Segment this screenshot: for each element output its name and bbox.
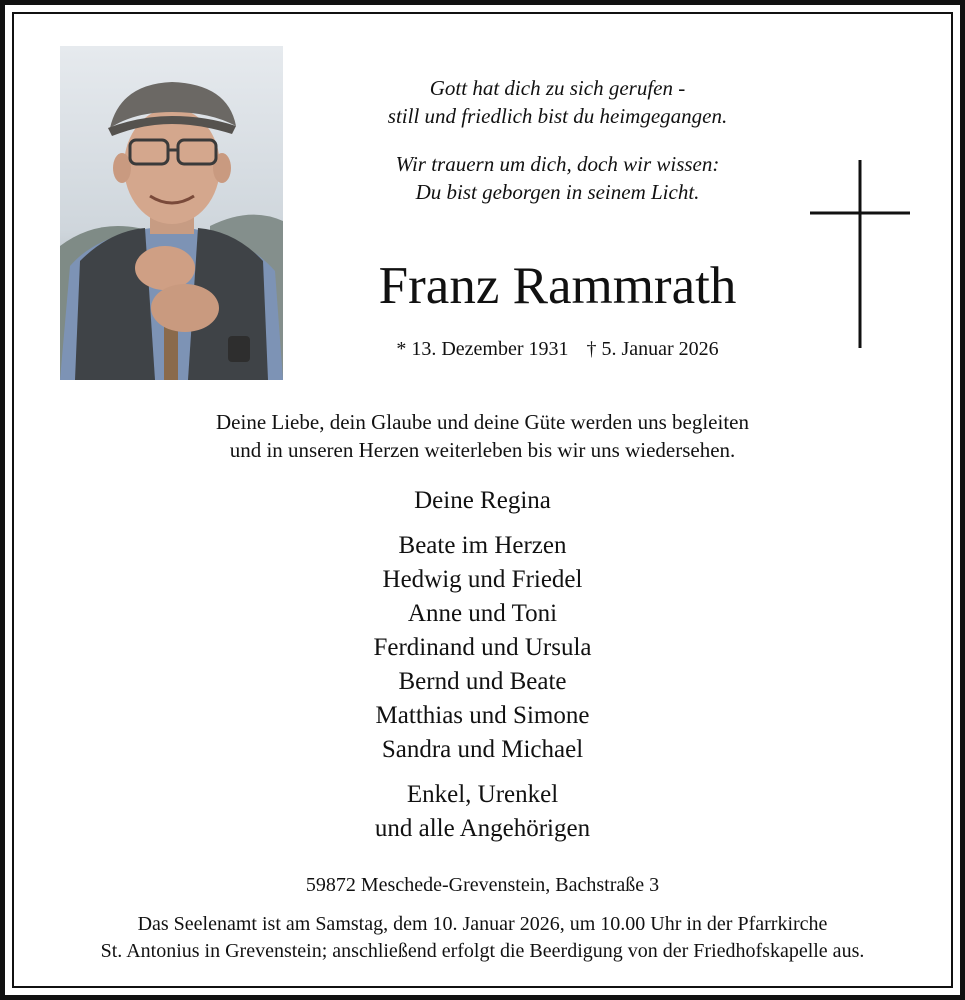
list-item: Sandra und Michael	[381, 736, 584, 763]
poem-line: still und friedlich bist du heimgegangen.	[387, 104, 728, 128]
poem-line: Gott hat dich zu sich gerufen -	[429, 76, 686, 100]
children-list	[200, 529, 765, 767]
death-date: † 5. Januar 2026	[586, 338, 719, 360]
birth-date: * 13. Dezember 1931	[396, 338, 569, 360]
list-item: Bernd und Beate	[398, 668, 567, 695]
other-relatives	[200, 778, 765, 846]
poem-line: Wir trauern um dich, doch wir wissen:	[395, 152, 720, 176]
service-line: St. Antonius in Grevenstein; anschließend erfolgt die Beerdigung von der Friedhofskapelle aus.	[100, 940, 865, 962]
list-item: Hedwig und Friedel	[382, 566, 583, 593]
list-item: Beate im Herzen	[398, 532, 567, 559]
life-dates	[300, 336, 815, 362]
poem-stanza-1	[300, 74, 815, 130]
portrait-photo	[60, 46, 283, 380]
family-address: 59872 Meschede-Grevenstein, Bachstraße 3	[305, 874, 660, 896]
deceased-name: Franz Rammrath	[378, 257, 737, 315]
spouse-name: Deine Regina	[414, 487, 551, 514]
cross-icon	[810, 160, 910, 350]
memorial-quote	[60, 408, 905, 464]
poem-line: Du bist geborgen in seinem Licht.	[415, 180, 700, 204]
list-item: Enkel, Urenkel	[406, 781, 559, 808]
list-item: Matthias und Simone	[375, 702, 590, 729]
list-item: Ferdinand und Ursula	[373, 634, 592, 661]
service-notice	[20, 911, 945, 965]
list-item: Anne und Toni	[407, 600, 558, 627]
quote-line: und in unseren Herzen weiterleben bis wir uns wiedersehen.	[229, 438, 736, 462]
service-line: Das Seelenamt ist am Samstag, dem 10. Januar 2026, um 10.00 Uhr in der Pfarrkirche	[137, 913, 828, 935]
poem-stanza-2	[300, 150, 815, 206]
list-item: und alle Angehörigen	[374, 815, 591, 842]
quote-line: Deine Liebe, dein Glaube und deine Güte werden uns begleiten	[216, 410, 749, 434]
